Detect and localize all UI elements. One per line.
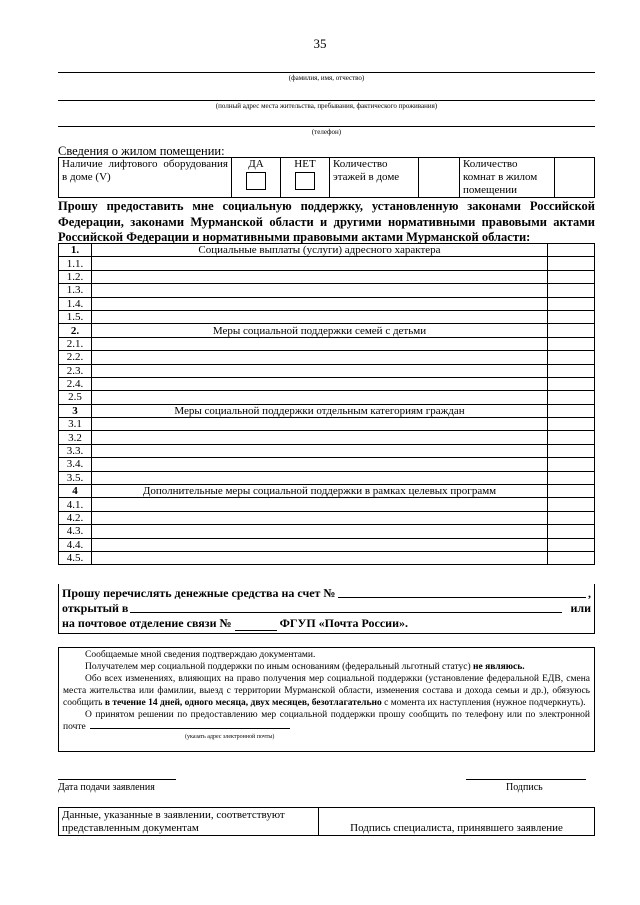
bank-label: открытый в [62,601,129,615]
section-number: 1. [59,244,92,257]
service-number: 3.5. [59,471,92,484]
housing-table [58,157,595,198]
payment-block [58,584,595,634]
address-caption: (полный адрес места жительства, пребывания, фактического проживания) [215,102,438,110]
service-number: 1.3. [59,284,92,297]
service-name-field[interactable] [92,471,548,484]
section-mark-cell[interactable] [548,244,595,257]
service-mark-cell[interactable] [548,444,595,457]
service-number: 1.5. [59,310,92,323]
service-name-field[interactable] [92,538,548,551]
service-name-field[interactable] [92,551,548,564]
no-cell [281,158,330,198]
service-number: 2.2. [59,351,92,364]
service-number: 4.3. [59,525,92,538]
service-row [59,511,595,524]
service-number: 4.5. [59,551,92,564]
federal-status-bold: не являюсь. [473,662,525,672]
service-name-field[interactable] [92,525,548,538]
service-name-field[interactable] [92,511,548,524]
service-mark-cell[interactable] [548,511,595,524]
service-mark-cell[interactable] [548,551,595,564]
service-mark-cell[interactable] [548,270,595,283]
changes-obligation-text [63,673,590,709]
service-mark-cell[interactable] [548,364,595,377]
section-number: 2. [59,324,92,337]
service-name-field[interactable] [92,391,548,404]
section-number: 4 [59,485,92,498]
section-row [59,244,595,257]
section-title: Меры социальной поддержки семей с детьми [92,324,548,337]
full-name-line[interactable] [58,72,595,73]
email-caption: (указать адрес электронной почты) [185,734,275,740]
full-name-caption: (фамилия, имя, отчество) [288,74,365,82]
verification-statement: Данные, указанные в заявлении, соответствуют представленным документам [59,808,319,836]
service-number: 1.4. [59,297,92,310]
service-row [59,377,595,390]
service-row [59,525,595,538]
no-label: НЕТ [294,158,316,170]
service-row [59,471,595,484]
section-mark-cell[interactable] [548,485,595,498]
elevator-label: Наличие лифтового оборудования в доме (V) [59,158,232,198]
post-office-number-field[interactable] [235,630,277,631]
floors-label: Количество этажей в доме [330,158,419,198]
page-number: 35 [313,36,327,51]
confirm-documents-text: Сообщаемые мной сведения подтверждаю документами. [85,650,316,660]
section-number: 3 [59,404,92,417]
service-row [59,458,595,471]
service-number: 4.2. [59,511,92,524]
service-name-field[interactable] [92,498,548,511]
service-name-field[interactable] [92,377,548,390]
signature-label: Подпись [506,782,543,793]
yes-cell [232,158,281,198]
service-number: 2.1. [59,337,92,350]
account-number-field[interactable] [338,597,587,598]
service-mark-cell[interactable] [548,391,595,404]
post-office-label: на почтовое отделение связи № [62,616,232,630]
post-office-suffix: ФГУП «Почта России». [279,616,409,630]
service-row [59,498,595,511]
service-name-field[interactable] [92,444,548,457]
service-mark-cell[interactable] [548,538,595,551]
service-number: 1.1. [59,257,92,270]
confirmation-box [58,647,595,752]
section-title: Социальные выплаты (услуги) адресного характера [92,244,548,257]
service-row [59,431,595,444]
service-mark-cell[interactable] [548,377,595,390]
date-field[interactable] [58,779,176,780]
date-label: Дата подачи заявления [58,782,155,793]
changes-sentence: Обо всех изменениях, влияющих на право получения мер социальной поддержки (установление федеральной ЕДВ, смена места жительства или фамилии, выезд с территории Мурманской области, изменения состава и дохода семьи и др.), обязуюсь сообщить [63,674,590,708]
service-name-field[interactable] [92,257,548,270]
changes-deadlines[interactable]: в течение 14 дней, одного месяца, двух месяцев, безотлагательно [104,698,382,708]
rooms-input[interactable] [555,158,595,198]
service-row [59,297,595,310]
service-row [59,270,595,283]
section-row [59,324,595,337]
service-mark-cell[interactable] [548,310,595,323]
service-name-field[interactable] [92,337,548,350]
service-name-field[interactable] [92,418,548,431]
service-number: 3.4. [59,458,92,471]
service-number: 2.4. [59,377,92,390]
service-mark-cell[interactable] [548,351,595,364]
service-row [59,337,595,350]
service-mark-cell[interactable] [548,297,595,310]
or-label: или [570,601,591,615]
federal-status-text [63,661,590,673]
specialist-signature-cell[interactable] [319,808,595,836]
service-name-field[interactable] [92,310,548,323]
section-row [59,404,595,417]
service-mark-cell[interactable] [548,498,595,511]
section-mark-cell[interactable] [548,404,595,417]
service-mark-cell[interactable] [548,431,595,444]
phone-caption: (телефон) [311,128,342,136]
section-mark-cell[interactable] [548,324,595,337]
service-row [59,257,595,270]
signature-field[interactable] [466,779,586,780]
phone-line[interactable] [58,126,595,127]
service-row [59,444,595,457]
service-number: 2.3. [59,364,92,377]
service-mark-cell[interactable] [548,257,595,270]
request-text: Прошу предоставить мне социальную поддержку, установленную законами Российской Федерации, законами Мурманской области и другими нормативными правовыми актами Российской Федерации и нормативными правовыми актами Мурманской области: [58,199,595,244]
service-name-field[interactable] [92,270,548,283]
service-row [59,391,595,404]
service-row [59,284,595,297]
service-name-field[interactable] [92,351,548,364]
address-line[interactable] [58,100,595,101]
service-row [59,310,595,323]
service-row [59,551,595,564]
verification-table [58,807,595,836]
service-number: 4.4. [59,538,92,551]
service-mark-cell[interactable] [548,337,595,350]
service-row [59,364,595,377]
service-name-field[interactable] [92,364,548,377]
service-number: 3.2 [59,431,92,444]
rooms-label: Количество комнат в жилом помещении [460,158,555,198]
email-field[interactable] [90,728,290,729]
service-mark-cell[interactable] [548,471,595,484]
service-mark-cell[interactable] [548,418,595,431]
bank-name-field[interactable] [130,612,562,613]
yes-checkbox[interactable] [246,172,266,190]
service-name-field[interactable] [92,431,548,444]
section-title: Меры социальной поддержки отдельным категориям граждан [92,404,548,417]
account-suffix: , [588,586,591,600]
housing-title: Сведения о жилом помещении: [58,144,225,158]
section-row [59,485,595,498]
service-mark-cell[interactable] [548,284,595,297]
yes-label: ДА [248,158,264,170]
service-mark-cell[interactable] [548,458,595,471]
service-name-field[interactable] [92,284,548,297]
service-number: 4.1. [59,498,92,511]
account-label: Прошу перечислять денежные средства на счет № [62,586,336,600]
service-number: 3.1 [59,418,92,431]
no-checkbox[interactable] [295,172,315,190]
federal-status-sentence: Получателем мер социальной поддержки по иным основаниям (федеральный льготный статус) [85,662,471,672]
service-number: 3.3. [59,444,92,457]
service-row [59,351,595,364]
service-mark-cell[interactable] [548,525,595,538]
floors-input[interactable] [419,158,460,198]
service-number: 1.2. [59,270,92,283]
notification-text [63,709,590,733]
notification-sentence: О принятом решении по предоставлению мер социальной поддержки прошу сообщить по телефону или по электронной почте [63,710,590,732]
specialist-signature-label: Подпись специалиста, принявшего заявление [350,822,563,834]
service-row [59,418,595,431]
service-row [59,538,595,551]
changes-tail: с момента их наступления (нужное подчеркнуть). [384,698,586,708]
section-title: Дополнительные меры социальной поддержки в рамках целевых программ [92,485,548,498]
services-table [58,243,595,565]
service-name-field[interactable] [92,458,548,471]
service-name-field[interactable] [92,297,548,310]
service-number: 2.5 [59,391,92,404]
